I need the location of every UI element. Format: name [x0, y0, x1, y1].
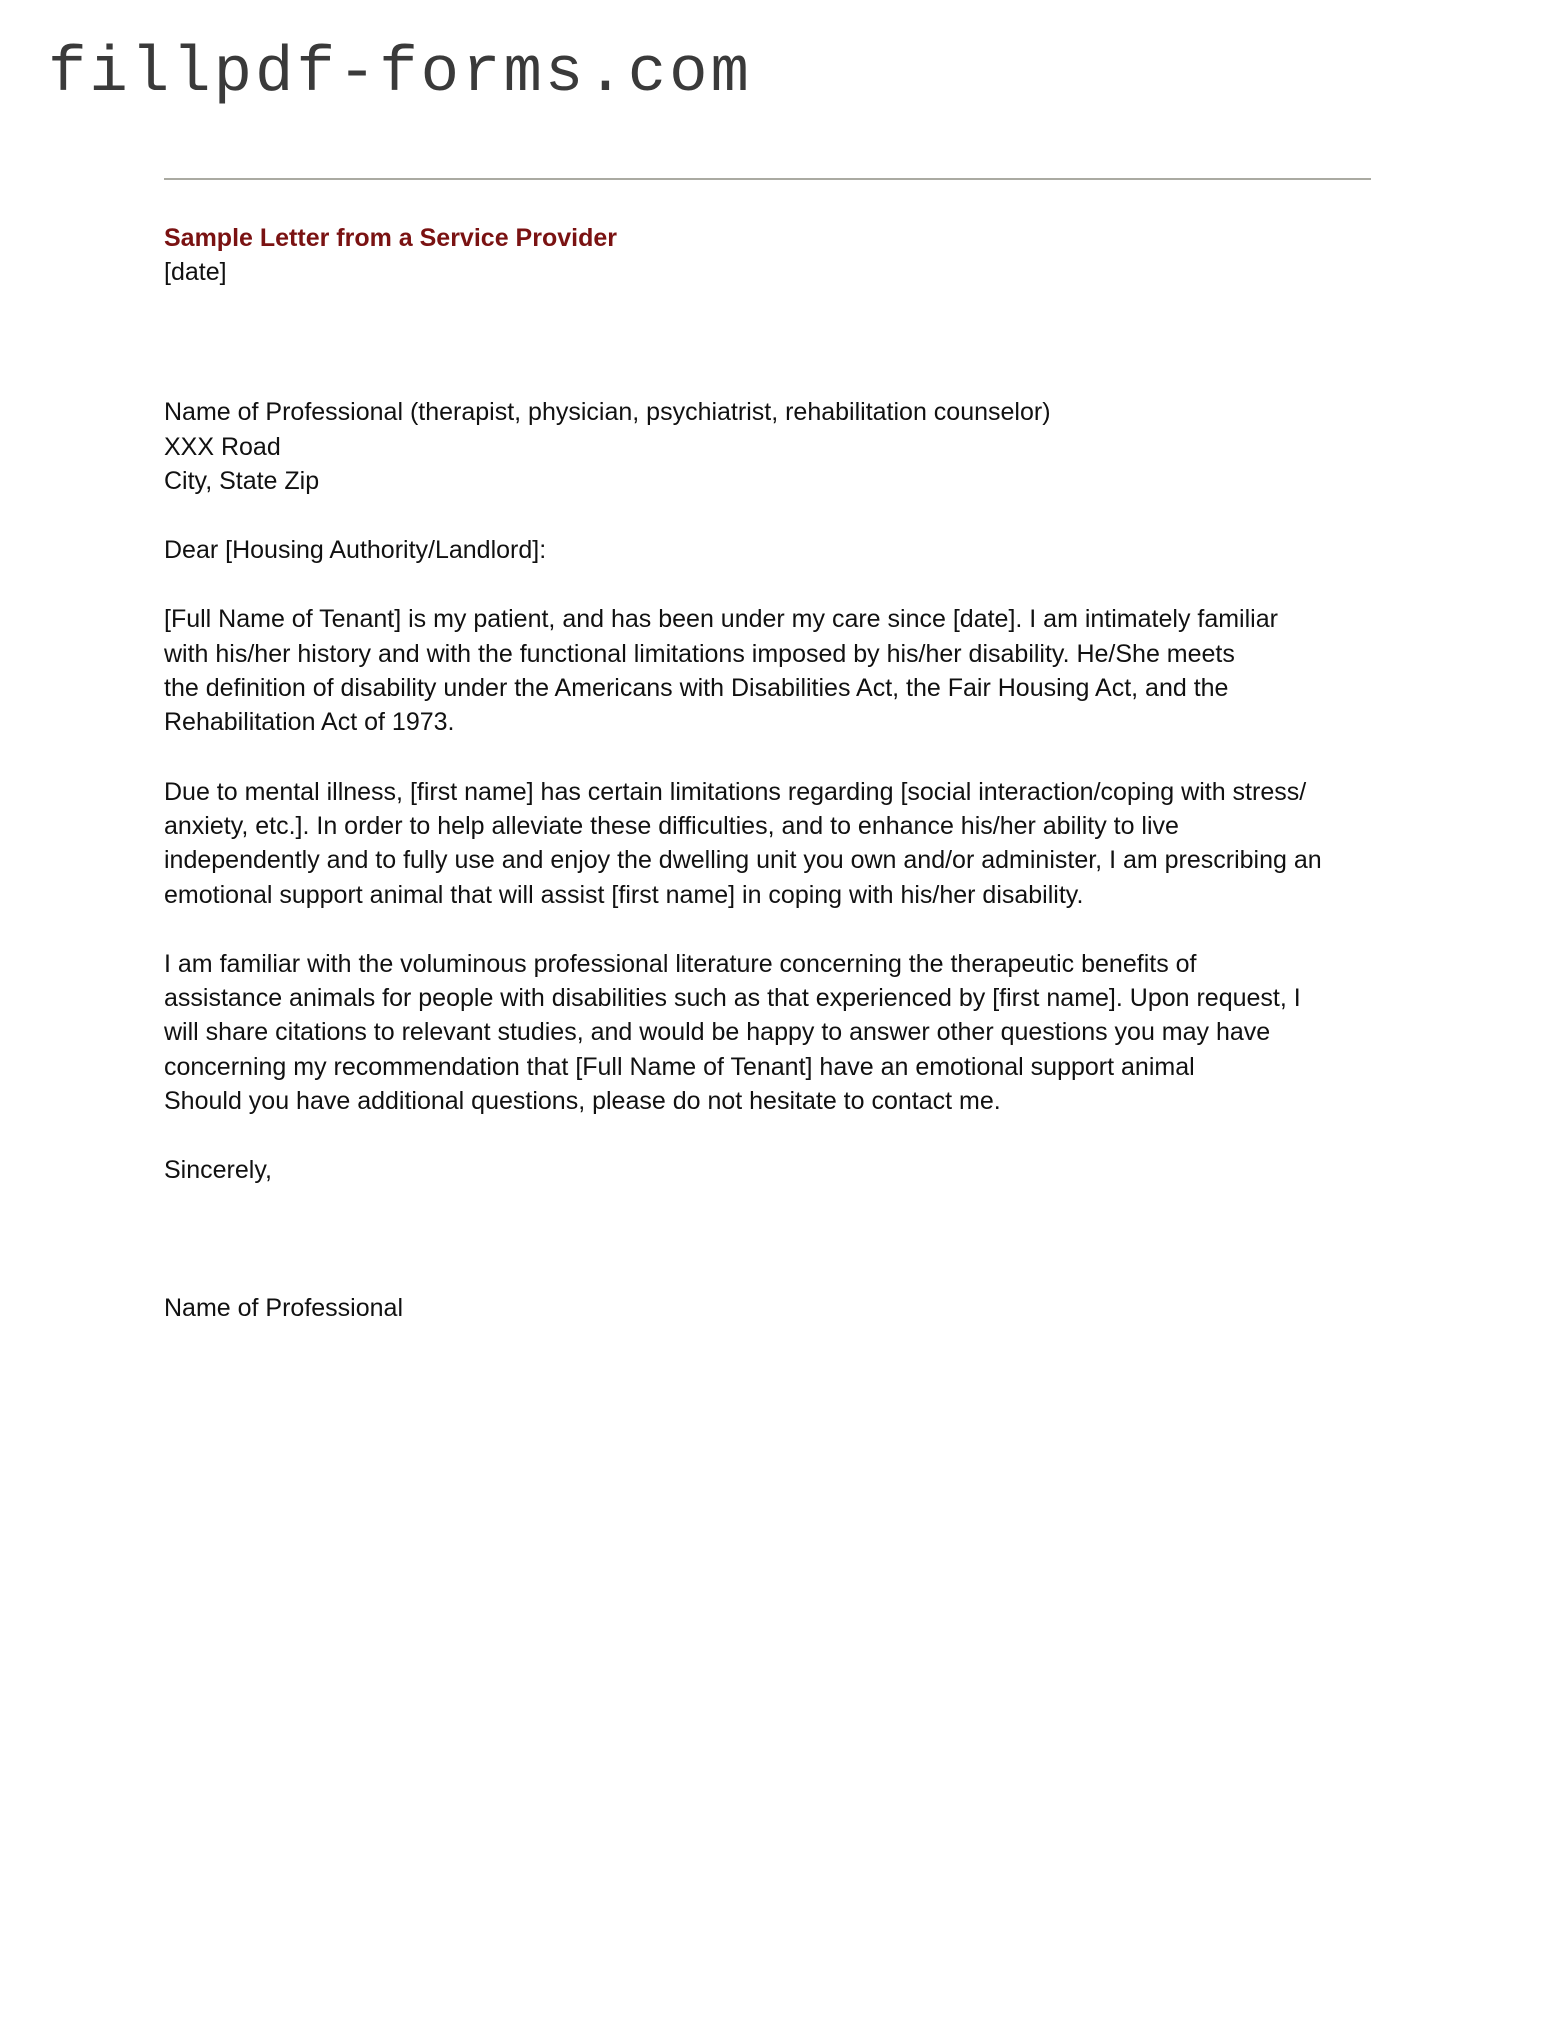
paragraph-line: I am familiar with the voluminous professional literature concerning the therapeutic benefits of — [164, 949, 1197, 978]
paragraph-line: anxiety, etc.]. In order to help alleviate these difficulties, and to enhance his/her ability to live — [164, 811, 1179, 840]
site-watermark: fillpdf-forms.com — [48, 38, 752, 110]
letter-heading: Sample Letter from a Service Provider — [164, 224, 617, 252]
sender-name-line: Name of Professional (therapist, physician, psychiatrist, rehabilitation counselor) — [164, 398, 1051, 427]
signature-name: Name of Professional — [164, 1293, 404, 1322]
paragraph-line: with his/her history and with the functional limitations imposed by his/her disability. He/She meets — [164, 639, 1235, 668]
header-divider — [164, 178, 1371, 180]
letter-body — [164, 221, 1378, 1325]
paragraph-line: Rehabilitation Act of 1973. — [164, 708, 455, 737]
paragraph-1 — [164, 602, 1378, 739]
paragraph-line: Should you have additional questions, please do not hesitate to contact me. — [164, 1087, 1001, 1116]
paragraph-line: Due to mental illness, [first name] has certain limitations regarding [social interaction/coping with stress/ — [164, 777, 1307, 806]
sender-address — [164, 395, 1378, 498]
paragraph-2 — [164, 775, 1378, 912]
paragraph-line: emotional support animal that will assist [first name] in coping with his/her disability. — [164, 880, 1084, 909]
paragraph-line: concerning my recommendation that [Full Name of Tenant] have an emotional support animal — [164, 1052, 1195, 1081]
sender-street-line: XXX Road — [164, 432, 281, 461]
letter-closing: Sincerely, — [164, 1156, 272, 1185]
paragraph-line: [Full Name of Tenant] is my patient, and has been under my care since [date]. I am intimately familiar — [164, 605, 1278, 634]
salutation: Dear [Housing Authority/Landlord]: — [164, 536, 547, 565]
paragraph-3 — [164, 947, 1378, 1118]
paragraph-line: the definition of disability under the Americans with Disabilities Act, the Fair Housing Act, and the — [164, 674, 1229, 703]
sender-city-line: City, State Zip — [164, 466, 320, 495]
paragraph-line: independently and to fully use and enjoy the dwelling unit you own and/or administer, I am prescribing an — [164, 846, 1322, 875]
letter-date: [date] — [164, 258, 227, 286]
paragraph-line: assistance animals for people with disabilities such as that experienced by [first name]. Upon request, I — [164, 984, 1301, 1013]
paragraph-line: will share citations to relevant studies, and would be happy to answer other questions you may have — [164, 1018, 1271, 1047]
